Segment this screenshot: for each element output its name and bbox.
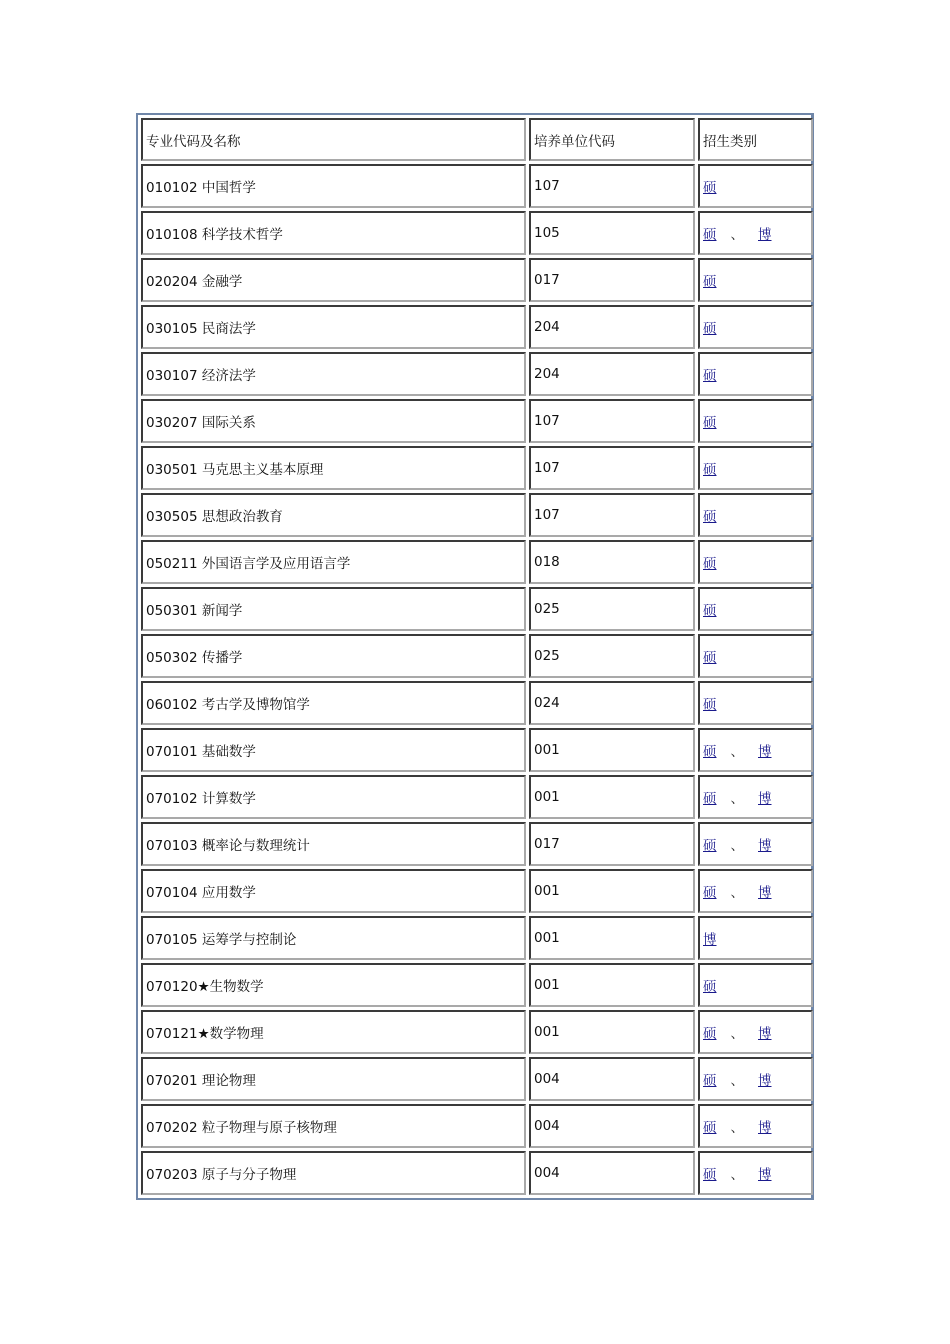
unit-code-cell: 107 [529, 446, 695, 490]
admission-type-cell [698, 399, 813, 443]
unit-code-cell: 017 [529, 258, 695, 302]
major-cell: 070103 概率论与数理统计 [141, 822, 526, 866]
admission-type-cell [698, 352, 813, 396]
doctoral-link[interactable]: 博 [758, 791, 772, 807]
masters-link[interactable]: 硕 [703, 979, 717, 995]
masters-link[interactable]: 硕 [703, 321, 717, 337]
major-cell: 070201 理论物理 [141, 1057, 526, 1101]
unit-code-cell: 018 [529, 540, 695, 584]
unit-code-cell: 025 [529, 587, 695, 631]
major-cell: 070104 应用数学 [141, 869, 526, 913]
major-cell: 030207 国际关系 [141, 399, 526, 443]
doctoral-link[interactable]: 博 [758, 1167, 772, 1183]
table-row [141, 916, 813, 960]
type-separator: 、 [730, 1026, 744, 1042]
type-separator: 、 [730, 838, 744, 854]
doctoral-link[interactable]: 博 [758, 227, 772, 243]
unit-code-cell: 001 [529, 1010, 695, 1054]
major-cell: 010108 科学技术哲学 [141, 211, 526, 255]
type-separator: 、 [730, 1120, 744, 1136]
admission-type-cell [698, 634, 813, 678]
admission-type-cell [698, 916, 813, 960]
doctoral-link[interactable]: 博 [758, 1073, 772, 1089]
admissions-table-container [136, 113, 814, 1200]
masters-link[interactable]: 硕 [703, 885, 717, 901]
admission-type-cell [698, 1151, 813, 1195]
table-row [141, 728, 813, 772]
major-cell: 010102 中国哲学 [141, 164, 526, 208]
major-cell: 050301 新闻学 [141, 587, 526, 631]
masters-link[interactable]: 硕 [703, 415, 717, 431]
unit-code-cell: 017 [529, 822, 695, 866]
table-row [141, 1010, 813, 1054]
table-row [141, 963, 813, 1007]
header-admission-type: 招生类别 [698, 118, 813, 161]
admission-type-cell [698, 446, 813, 490]
doctoral-link[interactable]: 博 [758, 838, 772, 854]
masters-link[interactable]: 硕 [703, 556, 717, 572]
unit-code-cell: 107 [529, 164, 695, 208]
major-cell: 050302 传播学 [141, 634, 526, 678]
table-row [141, 164, 813, 208]
unit-code-cell: 004 [529, 1057, 695, 1101]
admission-type-cell [698, 775, 813, 819]
unit-code-cell: 001 [529, 963, 695, 1007]
major-cell: 070102 计算数学 [141, 775, 526, 819]
unit-code-cell: 025 [529, 634, 695, 678]
header-unit-code: 培养单位代码 [529, 118, 695, 161]
admission-type-cell [698, 728, 813, 772]
masters-link[interactable]: 硕 [703, 368, 717, 384]
admission-type-cell [698, 1057, 813, 1101]
masters-link[interactable]: 硕 [703, 1167, 717, 1183]
admission-type-cell [698, 681, 813, 725]
masters-link[interactable]: 硕 [703, 838, 717, 854]
table-row [141, 681, 813, 725]
masters-link[interactable]: 硕 [703, 462, 717, 478]
unit-code-cell: 204 [529, 305, 695, 349]
header-major: 专业代码及名称 [141, 118, 526, 161]
masters-link[interactable]: 硕 [703, 697, 717, 713]
admission-type-cell [698, 493, 813, 537]
major-cell: 030105 民商法学 [141, 305, 526, 349]
type-separator: 、 [730, 885, 744, 901]
major-cell: 070105 运筹学与控制论 [141, 916, 526, 960]
table-row [141, 1057, 813, 1101]
major-cell: 060102 考古学及博物馆学 [141, 681, 526, 725]
admission-type-cell [698, 164, 813, 208]
masters-link[interactable]: 硕 [703, 791, 717, 807]
major-cell: 070121★数学物理 [141, 1010, 526, 1054]
unit-code-cell: 204 [529, 352, 695, 396]
unit-code-cell: 004 [529, 1104, 695, 1148]
masters-link[interactable]: 硕 [703, 180, 717, 196]
doctoral-link[interactable]: 博 [758, 885, 772, 901]
type-separator: 、 [730, 744, 744, 760]
unit-code-cell: 001 [529, 728, 695, 772]
unit-code-cell: 024 [529, 681, 695, 725]
table-row [141, 446, 813, 490]
masters-link[interactable]: 硕 [703, 509, 717, 525]
admission-type-cell [698, 587, 813, 631]
admission-type-cell [698, 869, 813, 913]
table-row [141, 822, 813, 866]
unit-code-cell: 004 [529, 1151, 695, 1195]
table-row [141, 540, 813, 584]
doctoral-link[interactable]: 博 [758, 1120, 772, 1136]
admission-type-cell [698, 305, 813, 349]
type-separator: 、 [730, 227, 744, 243]
admission-type-cell [698, 211, 813, 255]
major-cell: 030505 思想政治教育 [141, 493, 526, 537]
major-cell: 070202 粒子物理与原子核物理 [141, 1104, 526, 1148]
type-separator: 、 [730, 1167, 744, 1183]
table-row [141, 1104, 813, 1148]
admission-type-cell [698, 822, 813, 866]
table-row [141, 493, 813, 537]
major-cell: 020204 金融学 [141, 258, 526, 302]
major-cell: 070101 基础数学 [141, 728, 526, 772]
unit-code-cell: 001 [529, 916, 695, 960]
unit-code-cell: 107 [529, 399, 695, 443]
unit-code-cell: 001 [529, 869, 695, 913]
major-cell: 070203 原子与分子物理 [141, 1151, 526, 1195]
admission-type-cell [698, 1104, 813, 1148]
admission-type-cell [698, 1010, 813, 1054]
major-cell: 030107 经济法学 [141, 352, 526, 396]
table-header-row [141, 118, 813, 161]
table-row [141, 634, 813, 678]
unit-code-cell: 105 [529, 211, 695, 255]
admission-type-cell [698, 540, 813, 584]
doctoral-link[interactable]: 博 [703, 932, 717, 948]
table-row [141, 305, 813, 349]
table-row [141, 1151, 813, 1195]
masters-link[interactable]: 硕 [703, 650, 717, 666]
masters-link[interactable]: 硕 [703, 744, 717, 760]
doctoral-link[interactable]: 博 [758, 744, 772, 760]
masters-link[interactable]: 硕 [703, 1120, 717, 1136]
unit-code-cell: 001 [529, 775, 695, 819]
admission-type-cell [698, 258, 813, 302]
admissions-table [138, 115, 816, 1198]
table-row [141, 775, 813, 819]
major-cell: 070120★生物数学 [141, 963, 526, 1007]
major-cell: 050211 外国语言学及应用语言学 [141, 540, 526, 584]
major-cell: 030501 马克思主义基本原理 [141, 446, 526, 490]
unit-code-cell: 107 [529, 493, 695, 537]
table-row [141, 352, 813, 396]
masters-link[interactable]: 硕 [703, 603, 717, 619]
type-separator: 、 [730, 791, 744, 807]
masters-link[interactable]: 硕 [703, 1073, 717, 1089]
table-row [141, 399, 813, 443]
masters-link[interactable]: 硕 [703, 227, 717, 243]
masters-link[interactable]: 硕 [703, 1026, 717, 1042]
table-row [141, 869, 813, 913]
table-row [141, 211, 813, 255]
table-row [141, 258, 813, 302]
table-row [141, 587, 813, 631]
masters-link[interactable]: 硕 [703, 274, 717, 290]
admission-type-cell [698, 963, 813, 1007]
type-separator: 、 [730, 1073, 744, 1089]
doctoral-link[interactable]: 博 [758, 1026, 772, 1042]
